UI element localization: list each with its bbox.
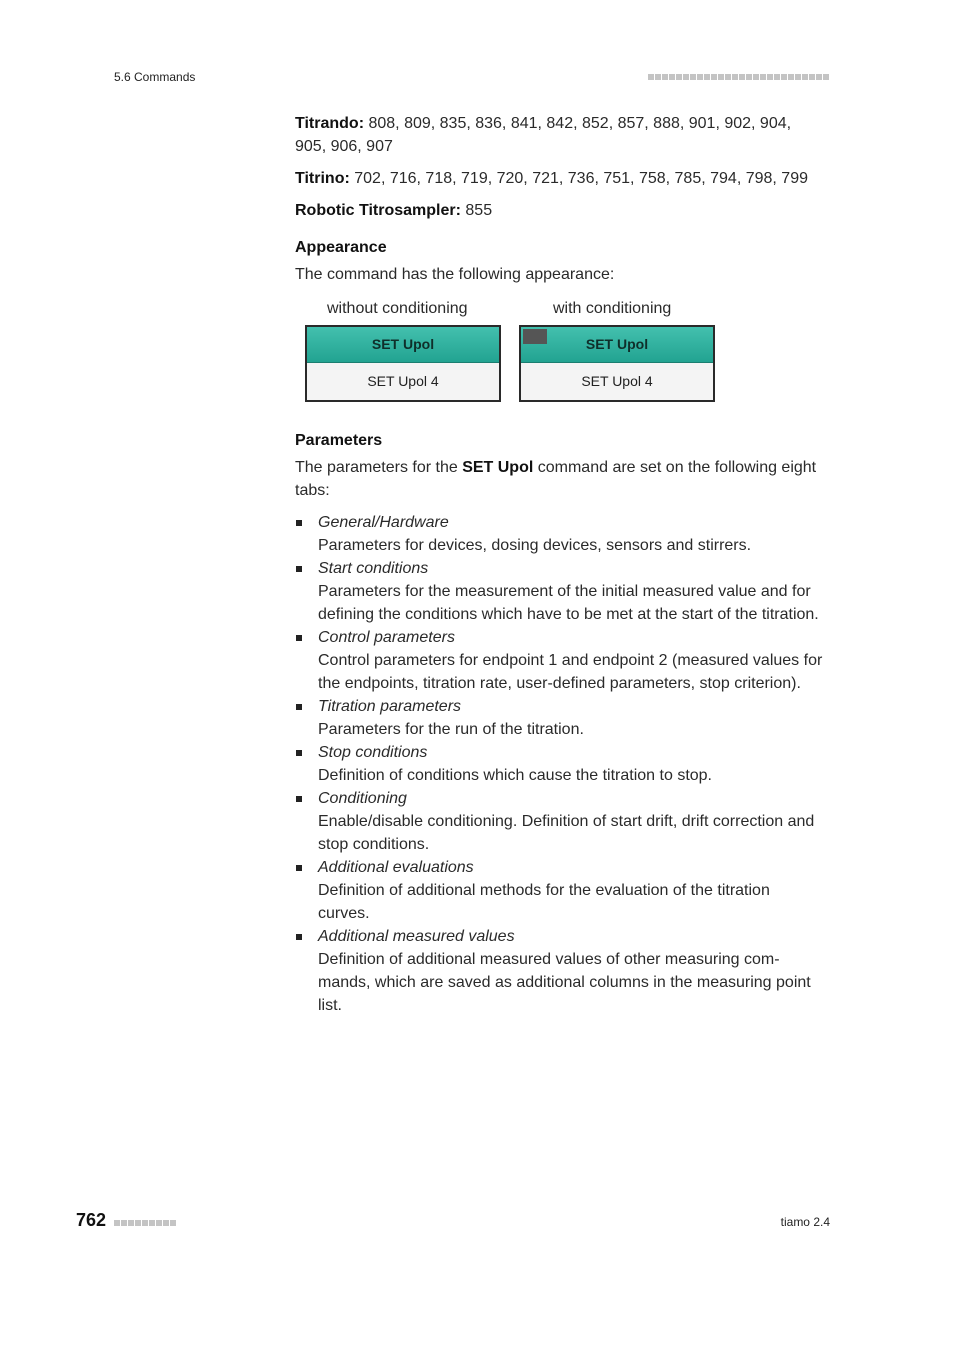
bullet-icon xyxy=(296,520,302,526)
widget-title: SET Upol xyxy=(307,327,499,363)
appearance-intro: The command has the following appearance: xyxy=(295,266,615,283)
list-item: Control parameters Control parameters for endpoint 1 and endpoint 2 (measured values for the endpoints, titration rate, user-defined parameters, stop criterion). xyxy=(295,626,825,695)
footer-dots-decoration xyxy=(114,1219,177,1227)
page-number: 762 xyxy=(76,1210,107,1230)
device-line-titrosampler: Robotic Titrosampler: 855 xyxy=(295,202,493,219)
command-widgets xyxy=(295,325,825,403)
list-item: Stop conditions Definition of conditions which cause the titration to stop. xyxy=(295,741,825,787)
appearance-heading: Appearance xyxy=(295,239,387,256)
parameters-intro: The parameters for the SET Upol command are set on the following eight tabs: xyxy=(295,459,817,499)
appearance-captions xyxy=(295,297,825,321)
bullet-icon xyxy=(296,566,302,572)
list-item: Start conditions Parameters for the measurement of the initial measured value and for defining the conditions which have to be met at the start of the titration. xyxy=(295,557,825,626)
bullet-icon xyxy=(296,635,302,641)
command-widget-without-conditioning[interactable] xyxy=(305,325,501,402)
running-header-section: 5.6 Commands xyxy=(114,70,196,84)
footer-product-name: tiamo 2.4 xyxy=(780,1215,830,1229)
widget-name: SET Upol 4 xyxy=(521,363,713,400)
list-item: General/Hardware Parameters for devices, dosing devices, sensors and stirrers. xyxy=(295,511,825,557)
header-dots-decoration xyxy=(648,73,830,81)
widget-title: SET Upol xyxy=(521,327,713,363)
list-item: Additional evaluations Definition of additional methods for the evaluation of the titration curves. xyxy=(295,856,825,925)
caption-without-conditioning: without conditioning xyxy=(327,300,468,317)
page-content xyxy=(295,112,825,1017)
bullet-icon xyxy=(296,796,302,802)
list-item: Additional measured values Definition of additional measured values of other measuring commands, which are saved as additional columns in the measuring point list. xyxy=(295,925,825,1017)
conditioning-indicator-icon xyxy=(523,329,547,344)
widget-name: SET Upol 4 xyxy=(307,363,499,400)
list-item: Conditioning Enable/disable conditioning. Definition of start drift, drift correction and stop conditions. xyxy=(295,787,825,856)
parameter-tabs-list xyxy=(295,511,825,1017)
bullet-icon xyxy=(296,704,302,710)
bullet-icon xyxy=(296,934,302,940)
device-line-titrando: Titrando: 808, 809, 835, 836, 841, 842, 852, 857, 888, 901, 902, 904, 905, 906, 907 xyxy=(295,115,792,155)
caption-with-conditioning: with conditioning xyxy=(553,300,672,317)
device-line-titrino: Titrino: 702, 716, 718, 719, 720, 721, 736, 751, 758, 785, 794, 798, 799 xyxy=(295,170,808,187)
list-item: Titration parameters Parameters for the run of the titration. xyxy=(295,695,825,741)
parameters-heading: Parameters xyxy=(295,432,383,449)
command-widget-with-conditioning[interactable] xyxy=(519,325,715,402)
bullet-icon xyxy=(296,750,302,756)
bullet-icon xyxy=(296,865,302,871)
